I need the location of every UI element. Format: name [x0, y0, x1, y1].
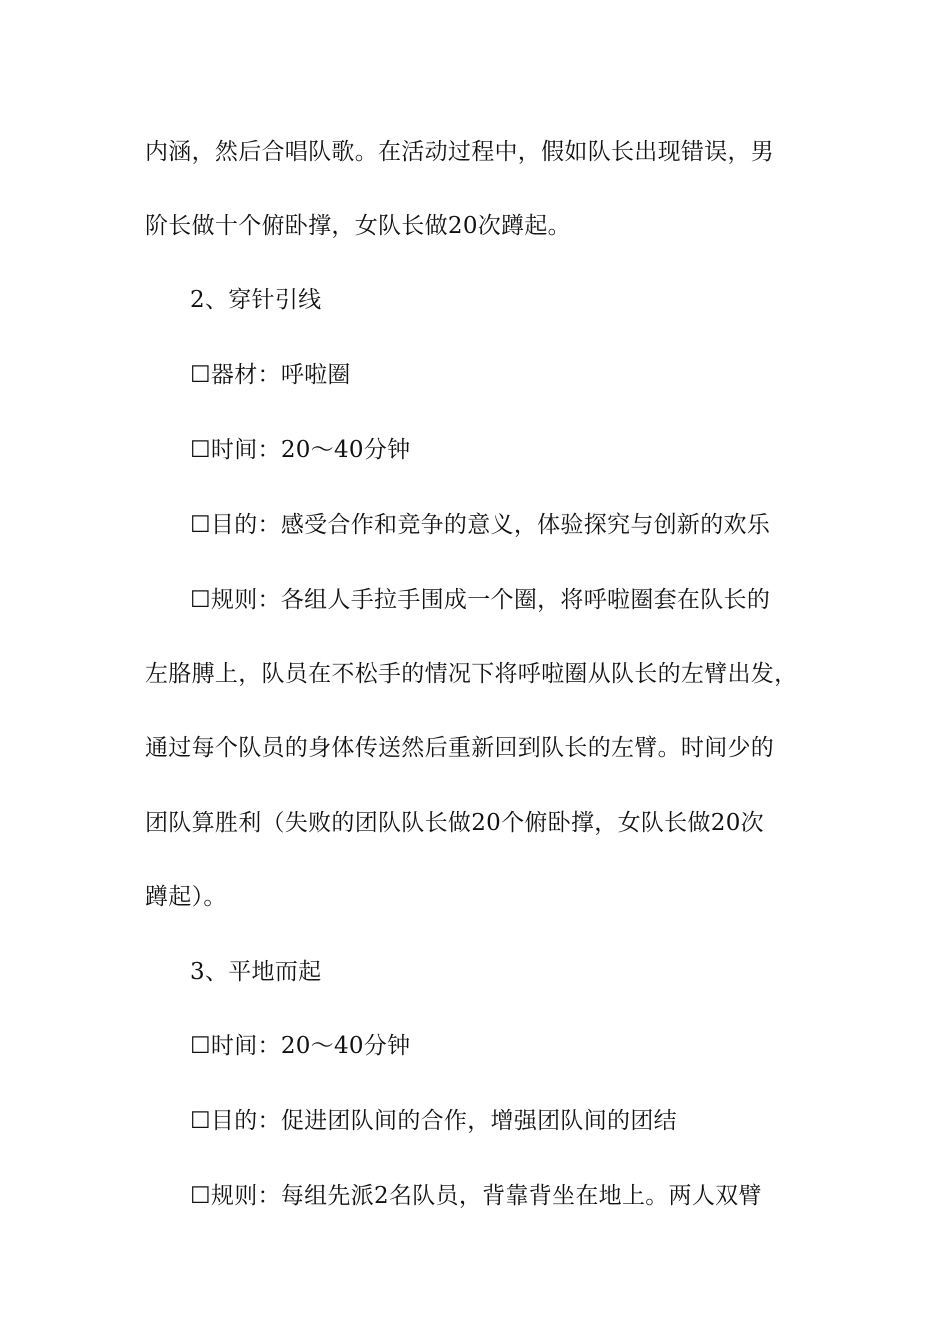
paragraph-line: 蹲起）。: [145, 884, 227, 910]
section-heading: 3、平地而起: [190, 959, 322, 985]
list-item: ☐目的：促进团队间的合作，增强团队间的团结: [190, 1108, 677, 1134]
list-item: ☐器材：呼啦圈: [190, 362, 351, 388]
paragraph-line: 团队算胜利（失败的团队队长做20个俯卧撑，女队长做20次: [145, 810, 764, 836]
list-item: ☐规则：各组人手拉手围成一个圈，将呼啦圈套在队长的: [190, 587, 771, 613]
list-item: ☐目的：感受合作和竞争的意义，体验探究与创新的欢乐: [190, 512, 771, 538]
list-item: ☐时间：20～40分钟: [190, 437, 411, 463]
paragraph-line: 左胳膊上，队员在不松手的情况下将呼啦圈从队长的左臂出发，: [145, 661, 798, 687]
paragraph-line: 通过每个队员的身体传送然后重新回到队长的左臂。时间少的: [145, 735, 775, 761]
paragraph-line: 阶长做十个俯卧撑，女队长做20次蹲起。: [145, 213, 571, 239]
paragraph-line: 内涵，然后合唱队歌。在活动过程中，假如队长出现错误，男: [145, 139, 775, 165]
list-item: ☐时间：20～40分钟: [190, 1033, 411, 1059]
list-item: ☐规则：每组先派2名队员，背靠背坐在地上。两人双臂: [190, 1183, 762, 1209]
section-heading: 2、穿针引线: [190, 287, 322, 313]
